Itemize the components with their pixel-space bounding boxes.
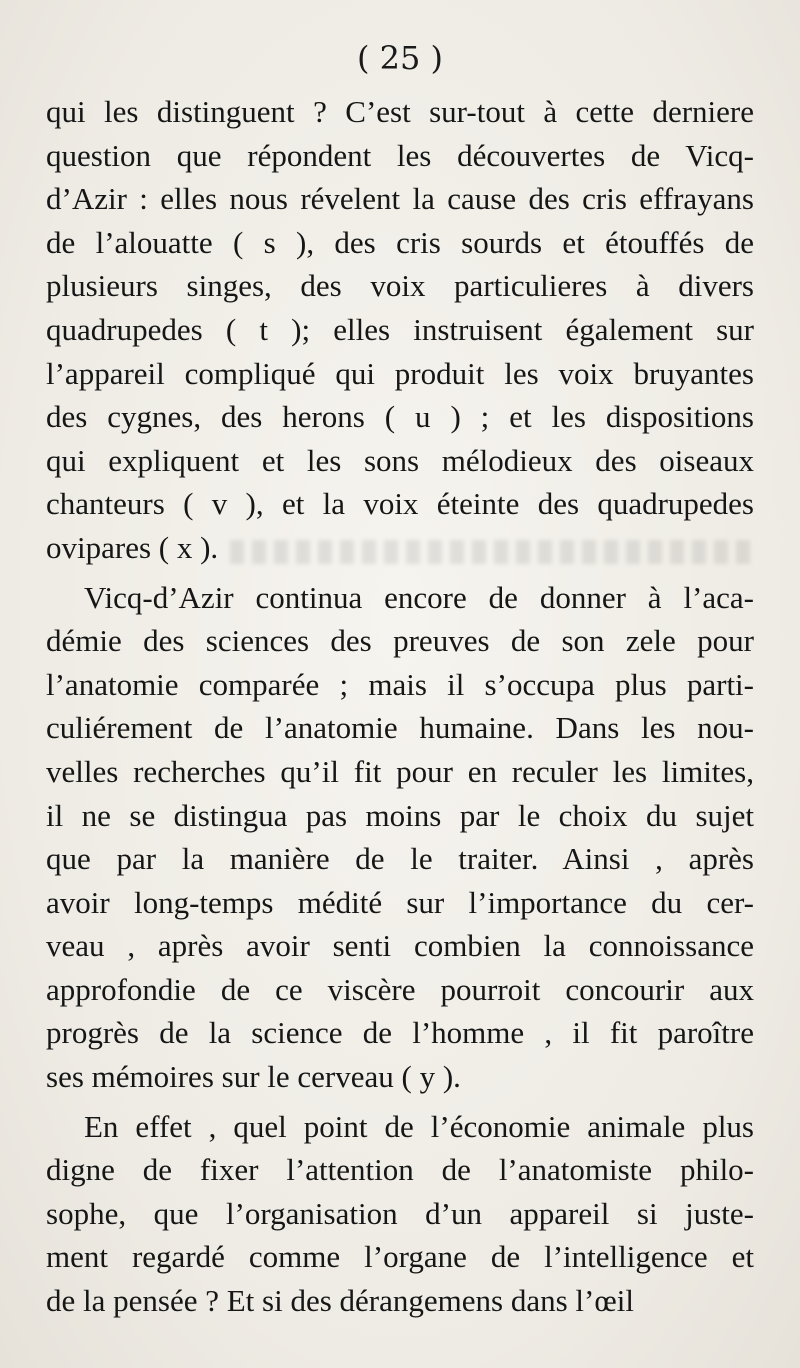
text-line: ovipares ( x ). [46, 529, 219, 565]
text-line: progrès de la science de l’homme , il fit paroître [46, 1015, 754, 1051]
text-line: d’Azir : elles nous révelent la cause des cris effrayans [46, 181, 754, 217]
text-line: En effet , quel point de l’économie animale plus [84, 1108, 754, 1144]
text-line: Vicq-d’Azir continua encore de donner à l’aca- [84, 579, 754, 615]
text-line: sophe, que l’organisation d’un appareil si juste- [46, 1195, 754, 1231]
text-line: plusieurs singes, des voix particulieres à divers [46, 268, 754, 304]
text-line: démie des sciences des preuves de son zele pour [46, 623, 754, 659]
paragraph [46, 1105, 754, 1323]
text-line: des cygnes, des herons ( u ) ; et les dispositions [46, 399, 754, 435]
paragraph [46, 90, 754, 570]
text-line: que par la manière de le traiter. Ainsi , après [46, 841, 754, 877]
text-line: de la pensée ? Et si des dérangemens dans l’œil [46, 1283, 634, 1319]
text-line: quadrupedes ( t ); elles instruisent également sur [46, 311, 754, 347]
text-line: chanteurs ( v ), et la voix éteinte des quadrupedes [46, 486, 754, 522]
page-number: ( 25 ) [356, 39, 444, 77]
text-line: culiérement de l’anatomie humaine. Dans les nou- [46, 710, 754, 746]
text-line: avoir long-temps médité sur l’importance du cer- [46, 884, 754, 920]
text-line: question que répondent les découvertes de Vicq- [46, 137, 754, 173]
body-text [46, 90, 754, 1323]
text-line: l’anatomie comparée ; mais il s’occupa plus parti- [46, 666, 754, 702]
paragraph [46, 576, 754, 1099]
text-line: velles recherches qu’il fit pour en reculer les limites, [46, 753, 754, 789]
text-line: ment regardé comme l’organe de l’intelligence et [46, 1239, 754, 1275]
text-line: qui les distinguent ? C’est sur-tout à cette derniere [46, 94, 754, 129]
text-line: qui expliquent et les sons mélodieux des oiseaux [46, 442, 754, 478]
text-line: digne de fixer l’attention de l’anatomiste philo- [46, 1152, 754, 1188]
text-line: il ne se distingua pas moins par le choix du sujet [46, 797, 754, 833]
text-line: l’appareil compliqué qui produit les voix bruyantes [46, 355, 754, 391]
text-line: de l’alouatte ( s ), des cris sourds et étouffés de [46, 224, 754, 260]
text-line: ses mémoires sur le cerveau ( y ). [46, 1059, 461, 1095]
text-line: veau , après avoir senti combien la connoissance [46, 928, 754, 964]
text-line: approfondie de ce viscère pourroit concourir aux [46, 971, 754, 1007]
